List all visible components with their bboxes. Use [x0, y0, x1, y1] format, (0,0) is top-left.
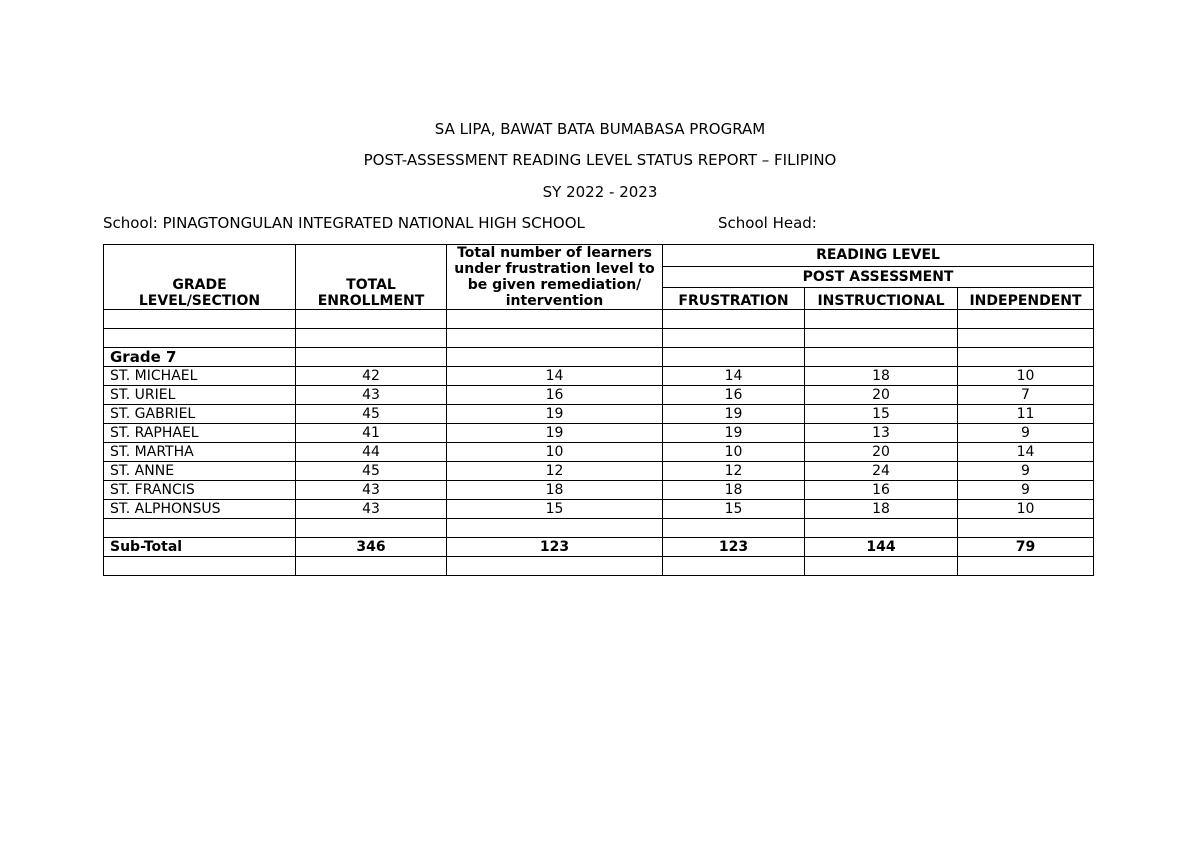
subtotal-label: Sub-Total	[104, 538, 296, 557]
section-name: ST. URIEL	[104, 386, 296, 405]
frustration-cell: 14	[663, 367, 805, 386]
enrollment-cell: 44	[296, 443, 447, 462]
remediation-cell: 14	[447, 367, 663, 386]
independent-cell: 10	[958, 367, 1094, 386]
header-frustration: FRUSTRATION	[663, 288, 805, 310]
section-name: ST. GABRIEL	[104, 405, 296, 424]
independent-cell: 9	[958, 481, 1094, 500]
grade-row	[104, 348, 1094, 367]
enrollment-cell: 43	[296, 481, 447, 500]
header-post-assessment: POST ASSESSMENT	[663, 266, 1094, 288]
remediation-cell: 16	[447, 386, 663, 405]
section-name: ST. MARTHA	[104, 443, 296, 462]
section-name: ST. MICHAEL	[104, 367, 296, 386]
instructional-cell: 18	[805, 500, 958, 519]
school-name: School: PINAGTONGULAN INTEGRATED NATIONAL HIGH SCHOOL	[103, 214, 585, 232]
table-row	[104, 367, 1094, 386]
independent-cell: 14	[958, 443, 1094, 462]
table-row	[104, 443, 1094, 462]
enrollment-cell: 43	[296, 386, 447, 405]
section-name: ST. ALPHONSUS	[104, 500, 296, 519]
independent-cell: 7	[958, 386, 1094, 405]
instructional-cell: 24	[805, 462, 958, 481]
frustration-cell: 18	[663, 481, 805, 500]
table-row	[104, 405, 1094, 424]
header-independent: INDEPENDENT	[958, 288, 1094, 310]
subtotal-row	[104, 538, 1094, 557]
reading-level-table	[103, 244, 1094, 576]
header-remediation-total: Total number of learners under frustration level to be given remediation/ intervention	[447, 245, 663, 310]
subtotal-enrollment: 346	[296, 538, 447, 557]
section-name: ST. ANNE	[104, 462, 296, 481]
header-instructional: INSTRUCTIONAL	[805, 288, 958, 310]
empty-row	[104, 310, 1094, 329]
subtotal-frustration: 123	[663, 538, 805, 557]
section-name: ST. FRANCIS	[104, 481, 296, 500]
remediation-cell: 18	[447, 481, 663, 500]
enrollment-cell: 43	[296, 500, 447, 519]
remediation-cell: 10	[447, 443, 663, 462]
frustration-cell: 12	[663, 462, 805, 481]
header-grade-level: GRADE LEVEL/SECTION	[104, 245, 296, 310]
empty-row	[104, 519, 1094, 538]
enrollment-cell: 45	[296, 462, 447, 481]
frustration-cell: 15	[663, 500, 805, 519]
school-year: SY 2022 - 2023	[542, 183, 658, 201]
subtotal-remediation: 123	[447, 538, 663, 557]
program-title: SA LIPA, BAWAT BATA BUMABASA PROGRAM	[434, 120, 766, 138]
table-row	[104, 500, 1094, 519]
header-total-enrollment: TOTAL ENROLLMENT	[296, 245, 447, 310]
table-row	[104, 424, 1094, 443]
empty-row	[104, 329, 1094, 348]
table-row	[104, 462, 1094, 481]
table-row	[104, 481, 1094, 500]
remediation-cell: 12	[447, 462, 663, 481]
subtotal-independent: 79	[958, 538, 1094, 557]
enrollment-cell: 45	[296, 405, 447, 424]
frustration-cell: 10	[663, 443, 805, 462]
instructional-cell: 20	[805, 386, 958, 405]
school-info-line	[103, 214, 817, 232]
remediation-cell: 19	[447, 424, 663, 443]
independent-cell: 10	[958, 500, 1094, 519]
enrollment-cell: 42	[296, 367, 447, 386]
section-name: ST. RAPHAEL	[104, 424, 296, 443]
header-reading-level: READING LEVEL	[663, 245, 1094, 267]
independent-cell: 11	[958, 405, 1094, 424]
remediation-cell: 15	[447, 500, 663, 519]
report-title: POST-ASSESSMENT READING LEVEL STATUS REPORT – FILIPINO	[363, 151, 837, 169]
remediation-cell: 19	[447, 405, 663, 424]
independent-cell: 9	[958, 462, 1094, 481]
instructional-cell: 15	[805, 405, 958, 424]
enrollment-cell: 41	[296, 424, 447, 443]
grade-label: Grade 7	[104, 348, 296, 367]
frustration-cell: 16	[663, 386, 805, 405]
table-row	[104, 386, 1094, 405]
school-head-label: School Head:	[718, 214, 817, 232]
frustration-cell: 19	[663, 424, 805, 443]
instructional-cell: 13	[805, 424, 958, 443]
independent-cell: 9	[958, 424, 1094, 443]
subtotal-instructional: 144	[805, 538, 958, 557]
instructional-cell: 20	[805, 443, 958, 462]
frustration-cell: 19	[663, 405, 805, 424]
instructional-cell: 16	[805, 481, 958, 500]
empty-row	[104, 557, 1094, 576]
instructional-cell: 18	[805, 367, 958, 386]
